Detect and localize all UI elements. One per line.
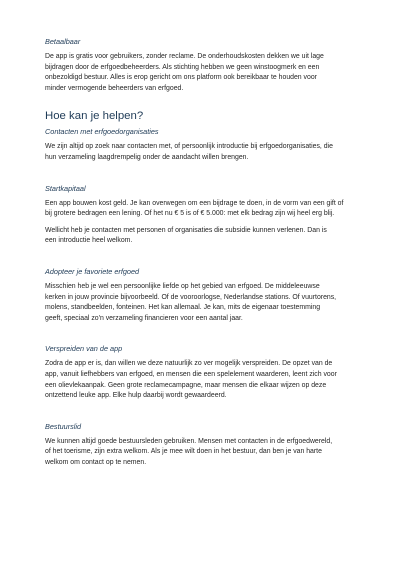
text-line: Een app bouwen kost geld. Je kan overwegen om een bijdrage te doen, in de vorm van een gift of xyxy=(45,199,344,207)
paragraph-verspreiden xyxy=(45,359,370,401)
text-line: hun verzameling laagdrempelig onder de aandacht willen brengen. xyxy=(45,153,249,161)
heading-bestuurslid: Bestuurslid xyxy=(45,421,82,431)
text-line: ontzettend leuke app. Elke hulp daarbij wordt gewaardeerd. xyxy=(45,392,227,400)
heading-betaalbaar: Betaalbaar xyxy=(45,37,81,46)
paragraph-bestuurslid xyxy=(45,437,370,469)
paragraph-adopteer xyxy=(45,282,370,324)
text-line: of het toerisme, zijn extra welkom. Als je mee wilt doen in het bestuur, dan ben je van harte xyxy=(45,448,322,456)
text-line: een olievlekaanpak. Geen grote reclamecampagne, maar mensen die elkaar wijzen op deze xyxy=(45,381,327,389)
heading-contacten: Contacten met erfgoedorganisaties xyxy=(45,127,159,137)
text-line: We zijn altijd op zoek naar contacten met, of persoonlijk introductie bij erfgoedorganisaties, die xyxy=(45,143,333,151)
text-line: molens, standbeelden, fonteinen. Het kan allemaal. Je kan, mits de eigenaar toestemming xyxy=(45,304,321,312)
paragraph-startkapitaal-2 xyxy=(45,226,370,247)
paragraph-contacten xyxy=(45,142,370,163)
text-line: bij grotere bedragen een lening. Of het nu € 5 is of € 5.000: met elk bedrag zijn wij heel erg blij. xyxy=(45,210,335,218)
text-line: geeft, speciaal zo'n verzameling financieren voor een aantal jaar. xyxy=(45,314,243,322)
text-line: Wellicht heb je contacten met personen of organisaties die subsidie kunnen verlenen. Dan is xyxy=(45,226,327,234)
text-line: kerken in jouw provincie bijvoorbeeld. Of de vooroorlogse, Nederlandse stations. Of vuurtorens, xyxy=(45,293,337,301)
text-line: bijdragen door de erfgoedbeheerders. Als stichting hebben we geen winstoogmerk en een xyxy=(45,63,320,71)
text-line: Zodra de app er is, dan willen we deze natuurlijk zo ver mogelijk verspreiden. De opzet van de xyxy=(45,360,333,368)
heading-startkapitaal: Startkapitaal xyxy=(45,183,86,193)
heading-adopteer: Adopteer je favoriete erfgoed xyxy=(45,266,140,276)
text-line: welkom om contact op te nemen. xyxy=(45,458,147,466)
text-line: app, vanuit liefhebbers van erfgoed, en mensen die een spelelement waarderen, leent zich voor xyxy=(45,370,337,378)
heading-verspreiden: Verspreiden van de app xyxy=(45,344,123,354)
text-line: minder vermogende beheerders van erfgoed. xyxy=(45,84,184,92)
paragraph-betaalbaar xyxy=(45,52,370,94)
text-line: De app is gratis voor gebruikers, zonder reclame. De onderhoudskosten dekken we uit lage xyxy=(45,53,324,60)
text-line: een introductie heel welkom. xyxy=(45,237,133,245)
text-line: onbezoldigd bestuur. Alles is erop gericht om ons platform ook bereikbaar te houden voor xyxy=(45,74,317,82)
main-heading: Hoe kan je helpen? xyxy=(45,110,144,123)
text-line: Misschien heb je wel een persoonlijke liefde op het gebied van erfgoed. De middeleeuwse xyxy=(45,282,320,290)
text-line: We kunnen altijd goede bestuursleden gebruiken. Mensen met contacten in de erfgoedwereld, xyxy=(45,437,333,445)
paragraph-startkapitaal-1 xyxy=(45,199,370,220)
